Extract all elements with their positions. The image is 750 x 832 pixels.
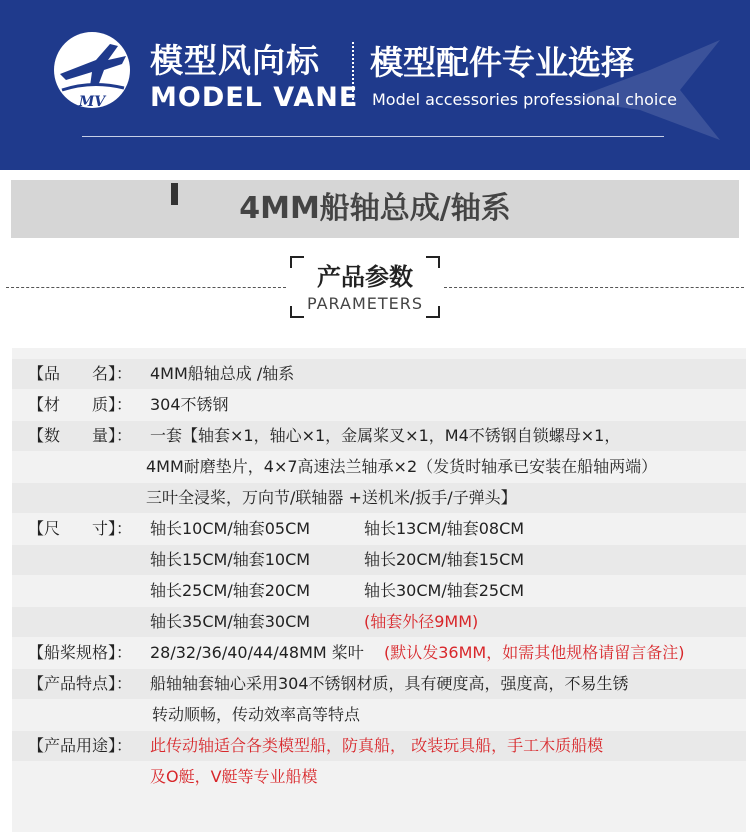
param-value: 4MM船轴总成 /轴系 xyxy=(150,364,295,383)
banner-underline xyxy=(82,136,664,137)
header-banner xyxy=(0,0,750,170)
param-row-quantity-cont xyxy=(12,483,746,513)
size-note: (轴套外径9MM) xyxy=(364,612,479,631)
size-option: 轴长15CM/轴套10CM xyxy=(150,550,311,569)
size-option: 轴长25CM/轴套20CM xyxy=(150,581,311,600)
usage-value: 此传动轴适合各类模型船，防真船， 改装玩具船，手工木质船模 xyxy=(150,736,604,755)
brand-name-cn: 模型风向标 xyxy=(150,41,320,80)
param-row-usage-cont xyxy=(12,762,746,792)
param-value: 304不锈钢 xyxy=(150,395,229,414)
param-row-size-cont xyxy=(12,576,746,606)
param-value: 28/32/36/40/44/48MM 桨叶 xyxy=(150,643,364,662)
param-label: 【产品特点】： xyxy=(28,674,133,693)
param-row-quantity-cont xyxy=(12,452,746,482)
param-label: 【尺 寸】： xyxy=(28,519,133,538)
logo-text: MV xyxy=(78,94,106,110)
params-heading-en: PARAMETERS xyxy=(306,294,424,313)
param-row-material xyxy=(12,390,746,420)
param-label: 【品 名】： xyxy=(28,364,133,383)
param-row-quantity xyxy=(12,421,746,451)
param-value: 4MM耐磨垫片，4×7高速法兰轴承×2（发货时轴承已安装在船轴两端） xyxy=(146,457,658,476)
param-value: 一套【轴套×1，轴心×1，金属桨叉×1，M4不锈钢自锁螺母×1， xyxy=(150,426,621,445)
params-table xyxy=(12,348,746,832)
size-option: 轴长35CM/轴套30CM xyxy=(150,612,311,631)
param-row-name xyxy=(12,359,746,389)
param-value: 船轴轴套轴心采用304不锈钢材质，具有硬度高，强度高，不易生锈 xyxy=(150,674,629,693)
size-option: 轴长10CM/轴套05CM xyxy=(150,519,311,538)
param-label: 【产品用途】： xyxy=(28,736,133,755)
param-label: 【材 质】： xyxy=(28,395,133,414)
params-heading xyxy=(290,256,440,318)
slogan-en: Model accessories professional choice xyxy=(372,90,677,109)
propeller-note: (默认发36MM，如需其他规格请留言备注) xyxy=(384,643,685,662)
param-row-usage xyxy=(12,731,746,761)
banner-divider xyxy=(352,42,354,104)
usage-value: 及O艇，V艇等专业船模 xyxy=(150,767,318,786)
param-row-feature xyxy=(12,669,746,699)
param-label: 【数 量】： xyxy=(28,426,133,445)
size-option: 轴长20CM/轴套15CM xyxy=(364,550,525,569)
slogan-cn: 模型配件专业选择 xyxy=(370,43,634,82)
param-value: 转动顺畅，传动效率高等特点 xyxy=(152,705,361,724)
param-value: 三叶全浸桨，万向节/联轴器 +送机米/扳手/子弹头】 xyxy=(146,488,517,507)
heading-dash-left xyxy=(6,287,286,288)
brand-logo-icon xyxy=(52,30,132,116)
param-row-size xyxy=(12,514,746,544)
heading-dash-right xyxy=(444,287,744,288)
param-row-size-cont xyxy=(12,607,746,637)
param-row-propeller xyxy=(12,638,746,668)
param-row-size-cont xyxy=(12,545,746,575)
product-title-bar xyxy=(11,180,739,238)
size-option: 轴长13CM/轴套08CM xyxy=(364,519,525,538)
brand-name-en: MODEL VANE xyxy=(150,82,359,113)
param-label: 【船桨规格】： xyxy=(28,643,133,662)
params-heading-cn: 产品参数 xyxy=(317,263,413,291)
product-title: 4MM船轴总成/轴系 xyxy=(239,191,511,226)
param-row-feature-cont xyxy=(12,700,746,730)
size-option: 轴长30CM/轴套25CM xyxy=(364,581,525,600)
